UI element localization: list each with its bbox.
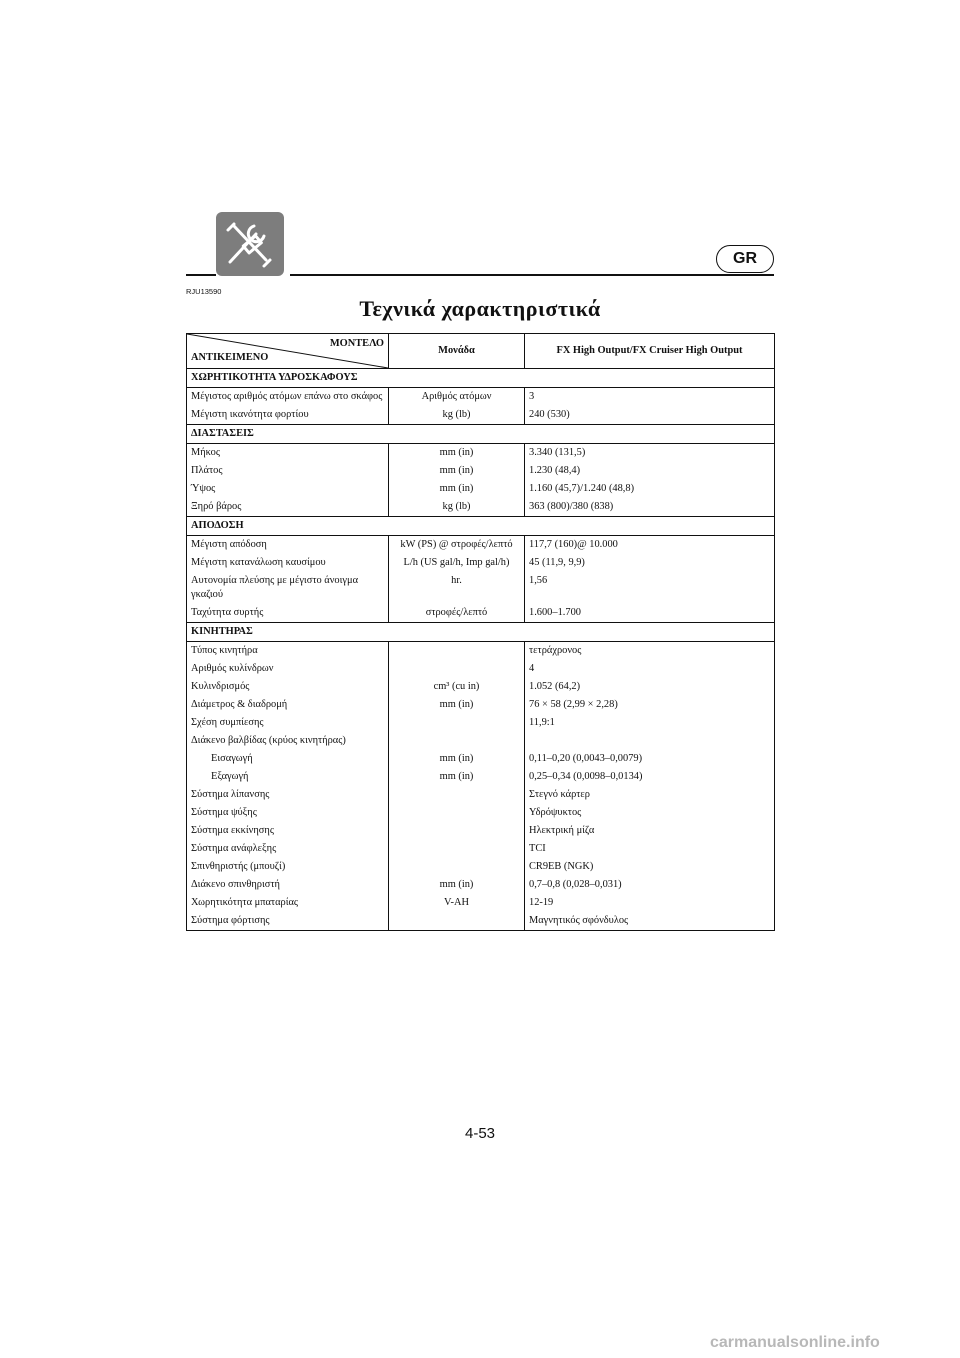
table-row (187, 406, 775, 425)
spec-item: Ταχύτητα συρτής (187, 604, 389, 623)
spec-value: 1.230 (48,4) (525, 462, 775, 480)
spec-unit (389, 642, 525, 661)
header-rule-left (186, 274, 216, 276)
spec-unit: στροφές/λεπτό (389, 604, 525, 623)
spec-unit: mm (in) (389, 750, 525, 768)
model-item-header (187, 334, 389, 369)
table-row (187, 536, 775, 555)
table-row (187, 604, 775, 623)
spec-value: Στεγνό κάρτερ (525, 786, 775, 804)
page-title: Τεχνικά χαρακτηριστικά (359, 296, 601, 321)
spec-value: 117,7 (160)@ 10.000 (525, 536, 775, 555)
unit-header: Μονάδα (389, 334, 525, 369)
spec-value: 0,7–0,8 (0,028–0,031) (525, 876, 775, 894)
spec-unit: L/h (US gal/h, Imp gal/h) (389, 554, 525, 572)
spec-value: 1.600–1.700 (525, 604, 775, 623)
table-row (187, 768, 775, 786)
spec-value: 3.340 (131,5) (525, 444, 775, 463)
section-code: RJU13590 (186, 287, 222, 296)
section-row (187, 425, 775, 444)
spec-unit: mm (in) (389, 444, 525, 463)
spec-item: Σπινθηριστής (μπουζί) (187, 858, 389, 876)
table-row (187, 554, 775, 572)
table-row (187, 388, 775, 407)
header-rule-right (290, 274, 774, 276)
table-row (187, 858, 775, 876)
spec-item: Μήκος (187, 444, 389, 463)
table-row (187, 572, 775, 604)
table-row (187, 714, 775, 732)
spec-unit: kg (lb) (389, 406, 525, 425)
spec-item: Σύστημα λίπανσης (187, 786, 389, 804)
section-title: ΧΩΡΗΤΙΚΟΤΗΤΑ ΥΔΡΟΣΚΑΦΟΥΣ (187, 369, 775, 388)
spec-item: Αριθμός κυλίνδρων (187, 660, 389, 678)
spec-value: 11,9:1 (525, 714, 775, 732)
spec-item: Εξαγωγή (187, 768, 389, 786)
table-row (187, 696, 775, 714)
item-label: ΑΝΤΙΚΕΙΜΕΝΟ (191, 352, 269, 363)
spec-item: Σύστημα φόρτισης (187, 912, 389, 931)
spec-item: Ύψος (187, 480, 389, 498)
spec-unit (389, 912, 525, 931)
spec-value: 3 (525, 388, 775, 407)
spec-item: Μέγιστη ικανότητα φορτίου (187, 406, 389, 425)
spec-unit: Αριθμός ατόμων (389, 388, 525, 407)
spec-unit (389, 858, 525, 876)
spec-value: CR9EB (NGK) (525, 858, 775, 876)
spec-unit: mm (in) (389, 696, 525, 714)
section-row (187, 623, 775, 642)
table-row (187, 444, 775, 463)
spec-unit: mm (in) (389, 876, 525, 894)
spec-value: 45 (11,9, 9,9) (525, 554, 775, 572)
spec-value: 1.052 (64,2) (525, 678, 775, 696)
spec-item: Διάκενο βαλβίδας (κρύος κινητήρας) (187, 732, 389, 750)
table-row (187, 480, 775, 498)
spec-item: Πλάτος (187, 462, 389, 480)
spec-unit: mm (in) (389, 480, 525, 498)
spec-value: Μαγνητικός σφόνδυλος (525, 912, 775, 931)
table-row (187, 750, 775, 768)
section-title: ΚΙΝΗΤΗΡΑΣ (187, 623, 775, 642)
spec-item: Διάκενο σπινθηριστή (187, 876, 389, 894)
spec-unit (389, 822, 525, 840)
spec-value (525, 732, 775, 750)
spec-unit: cm³ (cu in) (389, 678, 525, 696)
table-row (187, 822, 775, 840)
spec-value: 240 (530) (525, 406, 775, 425)
spec-unit: mm (in) (389, 462, 525, 480)
spec-unit: hr. (389, 572, 525, 604)
spec-value: 1.160 (45,7)/1.240 (48,8) (525, 480, 775, 498)
spec-item: Μέγιστος αριθμός ατόμων επάνω στο σκάφος (187, 388, 389, 407)
table-row (187, 660, 775, 678)
watermark: carmanualsonline.info (710, 1334, 880, 1351)
table-row (187, 840, 775, 858)
section-row (187, 517, 775, 536)
language-badge: GR (716, 245, 774, 273)
spec-value: 4 (525, 660, 775, 678)
spec-value: 12-19 (525, 894, 775, 912)
spec-unit: kg (lb) (389, 498, 525, 517)
page-number: 4-53 (464, 1125, 496, 1142)
spec-table (186, 333, 775, 931)
spec-unit: mm (in) (389, 768, 525, 786)
spec-unit (389, 660, 525, 678)
table-row (187, 462, 775, 480)
spec-unit (389, 732, 525, 750)
spec-value: 0,25–0,34 (0,0098–0,0134) (525, 768, 775, 786)
spec-value: 0,11–0,20 (0,0043–0,0079) (525, 750, 775, 768)
spec-value: τετράχρονος (525, 642, 775, 661)
value-header: FX High Output/FX Cruiser High Output (525, 334, 775, 369)
table-row (187, 804, 775, 822)
model-label: ΜΟΝΤΕΛΟ (329, 338, 384, 349)
section-title: ΑΠΟΔΟΣΗ (187, 517, 775, 536)
spec-unit (389, 714, 525, 732)
spec-item: Μέγιστη απόδοση (187, 536, 389, 555)
spec-unit (389, 840, 525, 858)
table-row (187, 732, 775, 750)
spec-value: 76 × 58 (2,99 × 2,28) (525, 696, 775, 714)
spec-value: Υδρόψυκτος (525, 804, 775, 822)
spec-item: Εισαγωγή (187, 750, 389, 768)
table-row (187, 642, 775, 661)
spec-item: Αυτονομία πλεύσης με μέγιστο άνοιγμα γκαζιού (187, 572, 389, 604)
section-row (187, 369, 775, 388)
spec-item: Χωρητικότητα μπαταρίας (187, 894, 389, 912)
spec-item: Διάμετρος & διαδρομή (187, 696, 389, 714)
spec-item: Ξηρό βάρος (187, 498, 389, 517)
spec-item: Τύπος κινητήρα (187, 642, 389, 661)
spec-unit (389, 786, 525, 804)
table-row (187, 894, 775, 912)
spec-item: Μέγιστη κατανάλωση καυσίμου (187, 554, 389, 572)
table-row (187, 678, 775, 696)
spec-unit (389, 804, 525, 822)
spec-item: Σύστημα ψύξης (187, 804, 389, 822)
table-row (187, 876, 775, 894)
spec-item: Κυλινδρισμός (187, 678, 389, 696)
spec-item: Σύστημα ανάφλεξης (187, 840, 389, 858)
table-row (187, 912, 775, 931)
table-header-row (187, 334, 775, 369)
spec-unit: kW (PS) @ στροφές/λεπτό (389, 536, 525, 555)
spec-value: Ηλεκτρική μίζα (525, 822, 775, 840)
spec-value: 363 (800)/380 (838) (525, 498, 775, 517)
table-row (187, 498, 775, 517)
section-title: ΔΙΑΣΤΑΣΕΙΣ (187, 425, 775, 444)
spec-value: 1,56 (525, 572, 775, 604)
spec-item: Σχέση συμπίεσης (187, 714, 389, 732)
spec-item: Σύστημα εκκίνησης (187, 822, 389, 840)
spec-value: TCI (525, 840, 775, 858)
tools-icon (216, 212, 284, 276)
table-row (187, 786, 775, 804)
spec-unit: V-AH (389, 894, 525, 912)
